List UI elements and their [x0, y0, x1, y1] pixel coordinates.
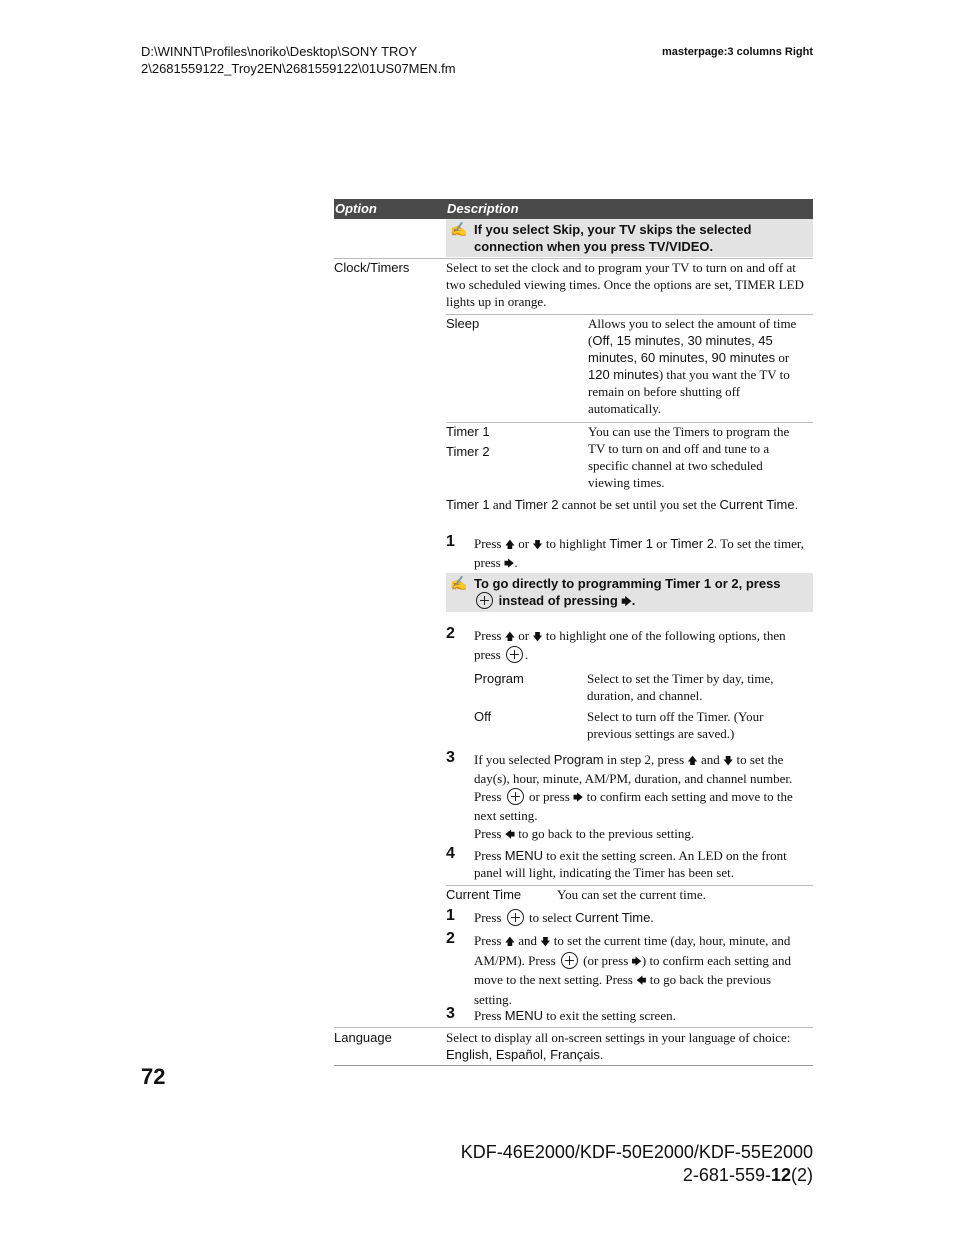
up-arrow-icon: 🡅: [504, 540, 515, 551]
option-language: Language: [334, 1030, 392, 1045]
text: Press: [474, 933, 505, 948]
down-arrow-icon: 🡇: [532, 632, 543, 643]
text: or: [514, 536, 533, 551]
text: to go back the previous setting.: [474, 972, 772, 1007]
step-option-program: Program: [474, 671, 524, 686]
pen-icon: ✍: [450, 575, 468, 591]
model-number: [461, 1141, 813, 1187]
timer-step-4: [474, 847, 807, 881]
text: Timer 1: [609, 536, 653, 551]
text: or press: [525, 788, 573, 804]
sleep-options: Off, 15 minutes, 30 minutes, 45 minutes, 60 minutes, 90 minutes: [588, 333, 776, 365]
text: .: [631, 593, 636, 608]
text: ) to confirm each setting and move to the next setting. Press: [474, 952, 791, 988]
current-time-description: You can set the current time.: [557, 887, 706, 902]
step-number: 3: [446, 1005, 455, 1022]
current-time-step-2: [474, 932, 807, 1008]
enter-button-icon: [507, 788, 524, 805]
text: .: [524, 647, 529, 662]
page-number: 72: [141, 1064, 166, 1089]
note-skip-text: If you select Skip, your TV skips the selected connection when you press TV/VIDEO.: [474, 222, 752, 254]
timer-step-3: [474, 751, 807, 844]
text: to exit the setting screen.: [542, 1008, 676, 1023]
timer-note: [446, 496, 806, 513]
text: Timer 2: [670, 536, 714, 551]
right-arrow-icon: 🡆: [573, 792, 584, 804]
enter-button-icon: [561, 952, 578, 969]
menu-key-label: MENU: [504, 848, 543, 863]
down-arrow-icon: 🡇: [722, 756, 734, 767]
text: to confirm each setting and move to the next setting.: [474, 788, 793, 824]
language-description: [446, 1029, 806, 1063]
down-arrow-icon: 🡇: [532, 540, 543, 551]
up-arrow-icon: 🡅: [504, 632, 515, 643]
text: .: [514, 555, 518, 570]
note-direct-text: [474, 575, 810, 611]
text: Press: [474, 628, 505, 643]
text: to set the current time (day, hour, minute, and AM/PM). Press: [474, 933, 791, 968]
text: (or press: [579, 952, 632, 968]
text: in step 2, press: [603, 752, 688, 767]
masterpage-label: masterpage:3 columns Right: [662, 46, 813, 58]
text: Timer 2: [514, 497, 559, 512]
sleep-description: [588, 315, 803, 417]
up-arrow-icon: 🡅: [687, 756, 698, 767]
text: cannot be set until you set the: [558, 497, 720, 512]
off-description: Select to turn off the Timer. (Your previous settings are saved.): [587, 709, 764, 741]
timer-step-1: [474, 535, 807, 573]
column-header-description: Description: [447, 201, 519, 216]
up-arrow-icon: 🡅: [504, 937, 515, 948]
timer-step-2: [474, 627, 807, 663]
file-path-line2: 2\2681559122_Troy2EN\2681559122\01US07MEN.fm: [141, 61, 456, 76]
step-number: 1: [446, 533, 455, 550]
menu-key-label: MENU: [504, 1008, 543, 1023]
text: 12: [770, 1165, 791, 1185]
text: Allows you to select the amount of time (: [588, 316, 797, 348]
language-options: English, Español, Français.: [446, 1047, 604, 1062]
option-clock-timers: Clock/Timers: [334, 260, 410, 275]
text: and: [514, 933, 541, 948]
step-number: 1: [446, 907, 455, 924]
timers-description: You can use the Timers to program the TV to turn on and off and tune to a specific channel at two scheduled viewing times.: [588, 424, 790, 490]
text: to go back to the previous setting.: [515, 825, 695, 841]
enter-button-icon: [507, 909, 524, 926]
text: Program: [553, 752, 604, 767]
down-arrow-icon: 🡇: [540, 937, 551, 948]
text: and: [697, 752, 723, 767]
text: ) that you want the TV to remain on before shutting off automatically.: [588, 367, 790, 416]
text: .: [650, 910, 654, 925]
text: To go directly to programming Timer 1 or 2, press: [474, 576, 781, 591]
text: Select to display all on-screen settings in your language of choice:: [446, 1030, 791, 1045]
sub-option-timer1: Timer 1: [446, 424, 490, 439]
current-time-step-3: [474, 1007, 807, 1024]
text: . To set the timer, press: [474, 536, 804, 570]
text: to highlight one of the following options, then press: [474, 628, 786, 662]
text: to set the day(s), hour, minute, AM/PM, duration, and channel number. Press: [474, 752, 793, 804]
text: Timer 1: [446, 497, 490, 512]
file-path: [141, 43, 456, 77]
text: or: [775, 350, 790, 365]
enter-button-icon: [506, 646, 523, 663]
text: 2-681-559-: [682, 1165, 771, 1185]
model-line: KDF-46E2000/KDF-50E2000/KDF-55E2000: [460, 1142, 813, 1162]
text: Press: [474, 848, 505, 863]
text: to exit the setting screen. An LED on the front panel will light, indicating the Timer has been set.: [474, 848, 787, 880]
right-arrow-icon: 🡆: [631, 956, 642, 968]
row-divider: [334, 1027, 813, 1028]
step-number: 3: [446, 749, 455, 766]
right-arrow-icon: 🡆: [503, 559, 515, 570]
note-direct-programming: [446, 573, 813, 612]
sub-option-current-time: Current Time: [446, 887, 522, 902]
column-header-option: Option: [335, 201, 377, 216]
program-description: Select to set the Timer by day, time, duration, and channel.: [587, 671, 774, 703]
text: Press: [474, 536, 505, 551]
text: and: [489, 497, 515, 512]
step-number: 4: [446, 845, 455, 862]
text: or: [514, 628, 533, 643]
table-bottom-rule: [334, 1065, 813, 1066]
text: Press: [474, 825, 505, 841]
left-arrow-icon: 🡄: [636, 976, 647, 988]
text: instead of pressing: [495, 593, 622, 608]
sub-option-timer2: Timer 2: [446, 444, 490, 459]
text: or: [653, 536, 671, 551]
text: Current Time: [575, 910, 651, 925]
left-arrow-icon: 🡄: [504, 829, 516, 841]
text: Press: [474, 910, 505, 925]
text: Press: [474, 1008, 505, 1023]
current-time-step-1: [474, 909, 807, 926]
file-path-line1: D:\WINNT\Profiles\noriko\Desktop\SONY TROY: [141, 44, 418, 59]
clock-timers-description: Select to set the clock and to program your TV to turn on and off at two scheduled viewing times. Once the options are set, TIMER LED lights up in orange.: [446, 260, 804, 309]
text: to highlight: [542, 536, 610, 551]
text: to select: [525, 910, 576, 925]
text: .: [794, 497, 799, 512]
table-header: [334, 199, 813, 219]
step-option-off: Off: [474, 709, 492, 724]
note-skip: [446, 219, 813, 257]
text: If you selected: [474, 752, 554, 767]
sleep-option-last: 120 minutes: [588, 367, 659, 382]
step-number: 2: [446, 625, 455, 642]
text: (2): [791, 1165, 813, 1185]
sub-option-sleep: Sleep: [446, 316, 480, 331]
enter-button-icon: [476, 592, 493, 609]
part-number: [461, 1164, 813, 1187]
right-arrow-icon: 🡆: [621, 597, 632, 608]
pen-icon: ✍: [450, 221, 468, 237]
step-number: 2: [446, 930, 455, 947]
text: Current Time: [719, 497, 795, 512]
